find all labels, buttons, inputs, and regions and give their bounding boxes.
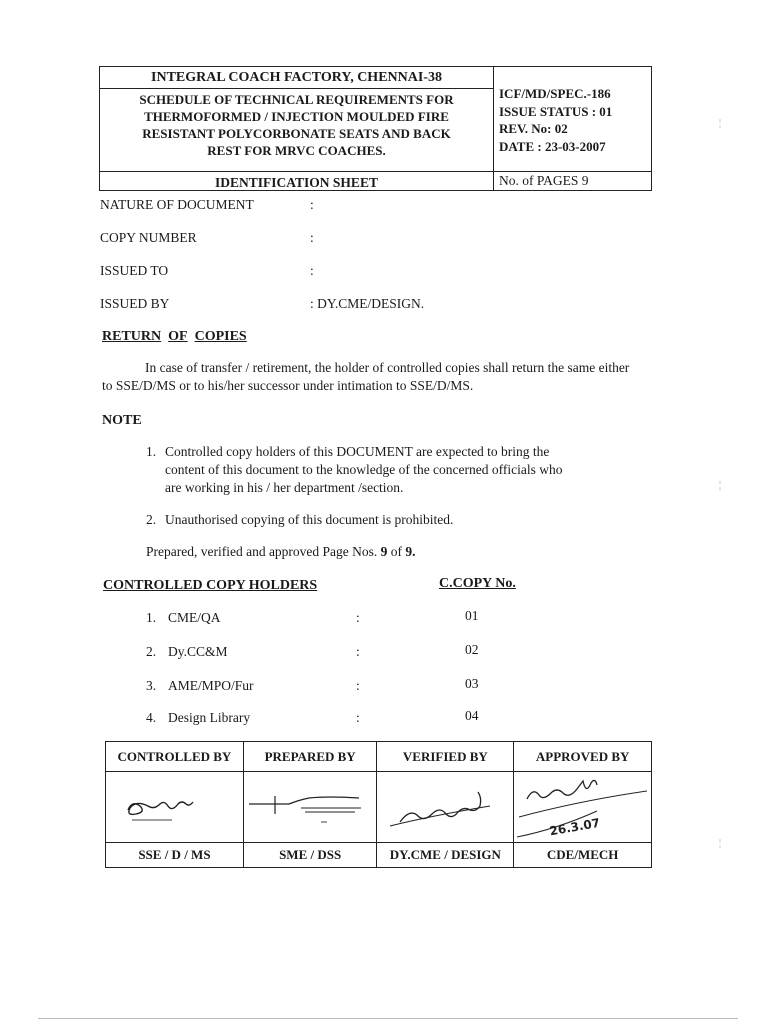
revision-number: REV. No: 02 (499, 121, 568, 136)
org-name: INTEGRAL COACH FACTORY, CHENNAI-38 (151, 70, 442, 85)
field-label-issued-to: ISSUED TO (100, 263, 169, 278)
note-line: are working in his / her department /section. (165, 480, 404, 495)
header-verified-by: VERIFIED BY (377, 742, 514, 772)
return-heading (102, 329, 247, 345)
field-label-copy-number: COPY NUMBER (100, 230, 197, 245)
holder-colon: : (356, 610, 360, 625)
holder-name: Design Library (168, 710, 251, 725)
copies-word: COPIES (194, 329, 247, 344)
prepared-page: 9 (380, 544, 388, 559)
holder-number: 2. (146, 644, 157, 659)
field-value-copy-number: : (310, 230, 314, 245)
signature-role-row (106, 843, 652, 868)
prepared-text: Prepared, verified and approved Page Nos. (146, 544, 381, 559)
issue-status: ISSUE STATUS : 01 (499, 103, 613, 119)
note-item-2-number: 2. (146, 512, 157, 527)
signature-image (114, 782, 234, 832)
signature-cell-controlled (106, 772, 244, 843)
role-prepared: SME / DSS (243, 843, 377, 868)
holder-number: 4. (146, 710, 157, 725)
note-item-1 (165, 443, 563, 497)
note-line: Controlled copy holders of this DOCUMENT are expected to bring the (165, 444, 550, 459)
holder-number: 3. (146, 678, 157, 693)
signature-cell-verified (377, 772, 514, 843)
holder-name: CME/QA (168, 610, 221, 625)
role-verified: DY.CME / DESIGN (377, 843, 514, 868)
approval-date: 26.3.07 (548, 815, 602, 839)
header-box (99, 66, 652, 191)
spec-info (499, 85, 612, 155)
return-text-line2: to SSE/D/MS or to his/her successor under intimation to SSE/D/MS. (102, 378, 474, 393)
holder-copy-number: 03 (465, 676, 479, 691)
signature-table (105, 741, 652, 868)
title-line: SCHEDULE OF TECHNICAL REQUIREMENTS FOR (139, 92, 454, 107)
prepared-note (146, 543, 416, 561)
header-prepared-by: PREPARED BY (243, 742, 377, 772)
signature-cell-approved (514, 772, 652, 843)
identification-sheet-title: IDENTIFICATION SHEET (215, 175, 378, 190)
copy-number-heading: C.COPY No. (439, 576, 516, 591)
signature-image (380, 782, 510, 832)
holders-heading: CONTROLLED COPY HOLDERS (103, 578, 318, 593)
header-approved-by: APPROVED BY (514, 742, 652, 772)
spec-number: ICF/MD/SPEC.-186 (499, 86, 611, 101)
signature-row (106, 772, 652, 843)
holder-colon: : (356, 710, 360, 725)
header-rule (100, 88, 493, 89)
note-line: content of this document to the knowledge of the concerned officials who (165, 462, 563, 477)
return-text-line1: In case of transfer / retirement, the holder of controlled copies shall return the same either (145, 360, 630, 375)
page-count: No. of PAGES 9 (499, 173, 589, 188)
holder-copy-number: 01 (465, 608, 479, 623)
issue-date: DATE : 23-03-2007 (499, 138, 606, 154)
return-word: RETURN (102, 329, 162, 344)
note-item-1-number: 1. (146, 444, 157, 459)
note-heading: NOTE (102, 413, 142, 428)
prepared-of: of (387, 544, 406, 559)
header-controlled-by: CONTROLLED BY (106, 742, 244, 772)
prepared-total: 9. (405, 544, 416, 559)
role-approved: CDE/MECH (514, 843, 652, 868)
signature-cell-prepared (243, 772, 377, 843)
header-rule (100, 171, 652, 172)
role-controlled: SSE / D / MS (106, 843, 244, 868)
signature-header-row (106, 742, 652, 772)
signature-image (515, 773, 650, 841)
holder-colon: : (356, 678, 360, 693)
scan-speck: ¦ (719, 118, 722, 129)
holder-number: 1. (146, 610, 157, 625)
title-line: RESISTANT POLYCORBONATE SEATS AND BACK (142, 126, 451, 141)
holder-name: AME/MPO/Fur (168, 678, 254, 693)
scan-speck: ¦ (719, 480, 722, 491)
holder-name: Dy.CC&M (168, 644, 228, 659)
field-label-issued-by: ISSUED BY (100, 296, 170, 311)
signature-image (245, 782, 375, 832)
field-value-nature: : (310, 197, 314, 212)
holder-colon: : (356, 644, 360, 659)
document-title (110, 91, 483, 159)
title-line: REST FOR MRVC COACHES. (207, 143, 386, 158)
scan-speck: ¦ (719, 838, 722, 849)
field-value-issued-to: : (310, 263, 314, 278)
title-line: THERMOFORMED / INJECTION MOULDED FIRE (144, 109, 449, 124)
holder-copy-number: 02 (465, 642, 479, 657)
note-item-2: Unauthorised copying of this document is prohibited. (165, 512, 454, 527)
page-edge (38, 1018, 738, 1019)
field-value-issued-by: : DY.CME/DESIGN. (310, 296, 425, 311)
holder-copy-number: 04 (465, 708, 479, 723)
field-label-nature: NATURE OF DOCUMENT (100, 197, 254, 212)
of-word: OF (168, 329, 188, 344)
